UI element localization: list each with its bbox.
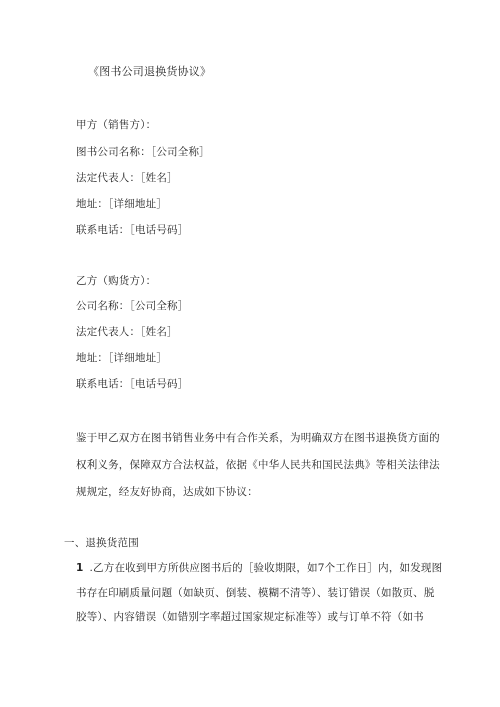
- party-a-heading: 甲方（销售方）：: [76, 119, 157, 131]
- party-a-company: 图书公司名称：［公司全称］: [76, 146, 210, 158]
- section-1-item-1-line: [76, 561, 442, 575]
- party-b-company: 公司名称：［公司全称］: [76, 300, 189, 312]
- party-a-phone: 联系电话：［电话号码］: [76, 224, 189, 236]
- section-1-heading: 一、退换货范围: [64, 537, 139, 549]
- item-text: .乙方在收到甲方所供应图书后的［验收期限，如7个工作日］内，如发现图: [89, 562, 443, 574]
- party-b-address: 地址：［详细地址］: [76, 352, 168, 364]
- document-title: 《图书公司退换货协议》: [88, 65, 212, 78]
- party-b-heading: 乙方（购货方）：: [76, 275, 157, 287]
- party-b-phone: 联系电话：［电话号码］: [76, 378, 189, 390]
- party-a-address: 地址：［详细地址］: [76, 198, 168, 210]
- item-number: 1: [76, 562, 84, 574]
- preamble-line: 权利义务，保障双方合法权益，依据《中华人民共和国民法典》等相关法律法: [76, 459, 440, 471]
- party-a-representative: 法定代表人：［姓名］: [76, 172, 178, 184]
- section-1-item-1-line: 书存在印刷质量问题（如缺页、倒装、模糊不清等）、装订错误（如散页、脱: [76, 587, 435, 599]
- section-1-item-1-line: 胶等）、内容错误（如错别字率超过国家规定标准等）或与订单不符（如书: [76, 611, 424, 623]
- party-b-representative: 法定代表人：［姓名］: [76, 326, 178, 338]
- preamble-line: 鉴于甲乙双方在图书销售业务中有合作关系，为明确双方在图书退换货方面的: [76, 432, 440, 444]
- preamble-line: 规规定，经友好协商，达成如下协议：: [76, 486, 258, 498]
